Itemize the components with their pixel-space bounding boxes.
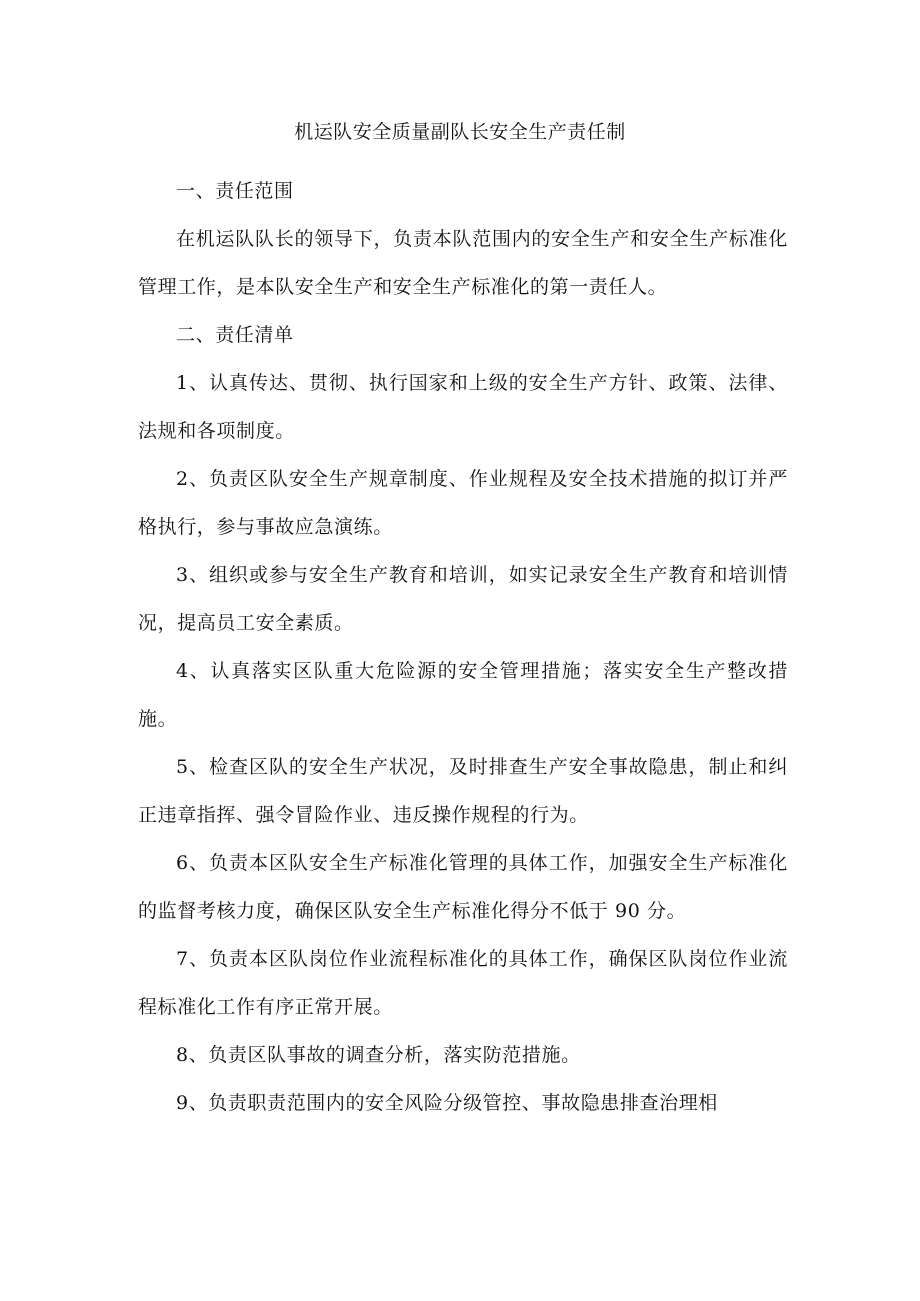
list-item: 2、负责区队安全生产规章制度、作业规程及安全技术措施的拟订并严格执行，参与事故应急演练。 <box>138 468 788 538</box>
document-body <box>138 167 788 1127</box>
list-item: 1、认真传达、贯彻、执行国家和上级的安全生产方针、政策、法律、法规和各项制度。 <box>138 372 788 442</box>
document-title: 机运队安全质量副队长安全生产责任制 <box>294 121 626 143</box>
list-item: 4、认真落实区队重大危险源的安全管理措施；落实安全生产整改措施。 <box>138 660 788 730</box>
section-heading-list: 二、责任清单 <box>176 324 294 346</box>
section-heading-scope: 一、责任范围 <box>176 180 294 202</box>
list-item: 7、负责本区队岗位作业流程标准化的具体工作，确保区队岗位作业流程标准化工作有序正常开展。 <box>138 948 788 1018</box>
list-item: 9、负责职责范围内的安全风险分级管控、事故隐患排查治理相 <box>176 1092 718 1114</box>
list-item: 8、负责区队事故的调查分析，落实防范措施。 <box>176 1044 581 1066</box>
list-item: 5、检查区队的安全生产状况，及时排查生产安全事故隐患，制止和纠正违章指挥、强令冒险作业、违反操作规程的行为。 <box>138 756 788 826</box>
list-item: 6、负责本区队安全生产标准化管理的具体工作，加强安全生产标准化的监督考核力度，确保区队安全生产标准化得分不低于 90 分。 <box>138 852 788 922</box>
scope-paragraph: 在机运队队长的领导下，负责本队范围内的安全生产和安全生产标准化管理工作，是本队安全生产和安全生产标准化的第一责任人。 <box>138 228 788 298</box>
list-item: 3、组织或参与安全生产教育和培训，如实记录安全生产教育和培训情况，提高员工安全素质。 <box>138 564 788 634</box>
